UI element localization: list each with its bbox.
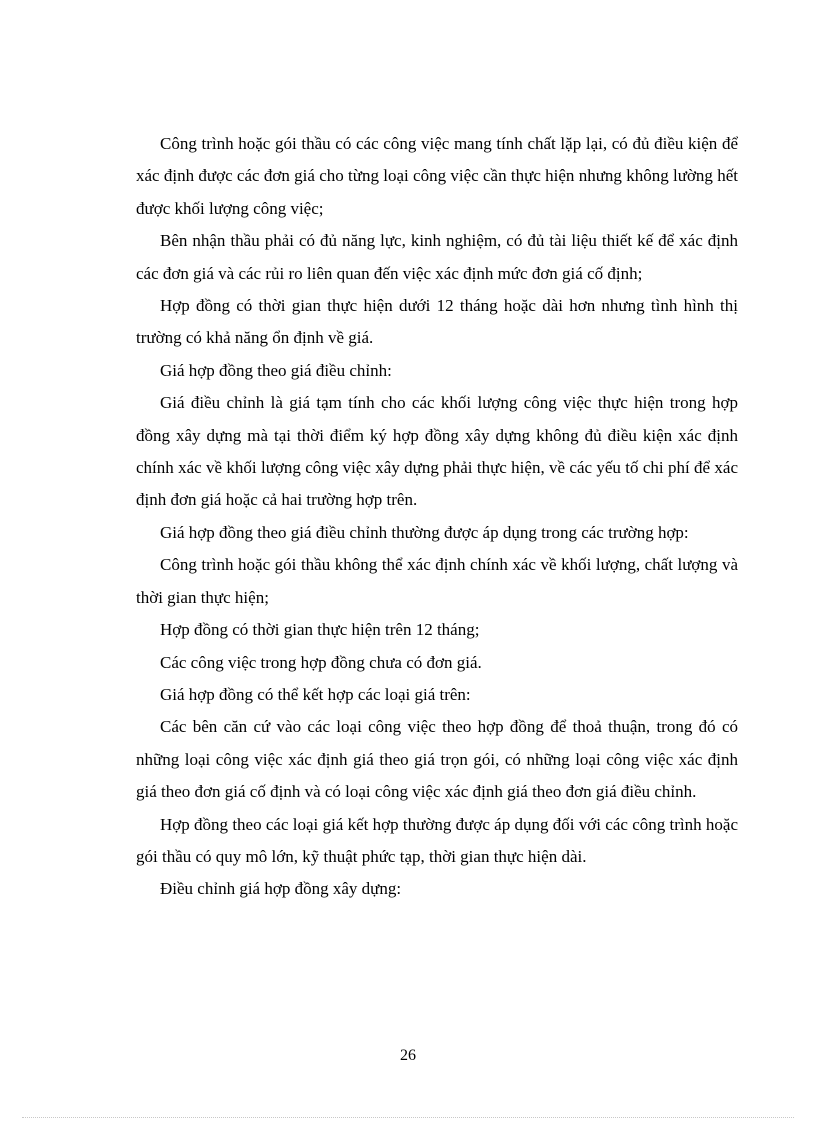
paragraph: Giá điều chỉnh là giá tạm tính cho các khối lượng công việc thực hiện trong hợp đồng xây dựng mà tại thời điểm ký hợp đồng xây dựng không đủ điều kiện xác định chính xác về khối lượng công việc xây dựng phải thực hiện, về các yếu tố chi phí để xác định đơn giá hoặc cả hai trường hợp trên.	[136, 393, 738, 510]
paragraph: Giá hợp đồng theo giá điều chỉnh thường được áp dụng trong các trường hợp:	[160, 522, 689, 542]
section-heading: Giá hợp đồng theo giá điều chỉnh:	[160, 360, 392, 380]
section-heading: Điều chỉnh giá hợp đồng xây dựng:	[160, 879, 402, 899]
paragraph: Công trình hoặc gói thầu không thể xác định chính xác về khối lượng, chất lượng và thời gian thực hiện;	[136, 555, 738, 607]
page-bottom-divider	[22, 1117, 794, 1118]
paragraph: Công trình hoặc gói thầu có các công việc mang tính chất lặp lại, có đủ điều kiện để xác định được các đơn giá cho từng loại công việc cần thực hiện nhưng không lường hết được khối lượng công việc;	[136, 134, 738, 218]
page-number: 26	[400, 1047, 416, 1064]
section-heading: Giá hợp đồng có thể kết hợp các loại giá trên:	[160, 684, 471, 704]
paragraph: Hợp đồng có thời gian thực hiện dưới 12 tháng hoặc dài hơn nhưng tình hình thị trường có khả năng ổn định về giá.	[136, 296, 738, 348]
paragraph: Các công việc trong hợp đồng chưa có đơn giá.	[160, 652, 482, 672]
paragraph: Bên nhận thầu phải có đủ năng lực, kinh nghiệm, có đủ tài liệu thiết kế để xác định các đơn giá và các rủi ro liên quan đến việc xác định mức đơn giá cố định;	[136, 231, 738, 283]
paragraph: Hợp đồng theo các loại giá kết hợp thường được áp dụng đối với các công trình hoặc gói thầu có quy mô lớn, kỹ thuật phức tạp, thời gian thực hiện dài.	[136, 814, 738, 866]
paragraph: Hợp đồng có thời gian thực hiện trên 12 tháng;	[160, 620, 480, 640]
paragraph: Các bên căn cứ vào các loại công việc theo hợp đồng để thoả thuận, trong đó có những loại công việc xác định giá theo giá trọn gói, có những loại công việc xác định giá theo đơn giá cố định và có loại công việc xác định giá theo đơn giá điều chỉnh.	[136, 717, 738, 802]
body-text	[136, 128, 738, 906]
